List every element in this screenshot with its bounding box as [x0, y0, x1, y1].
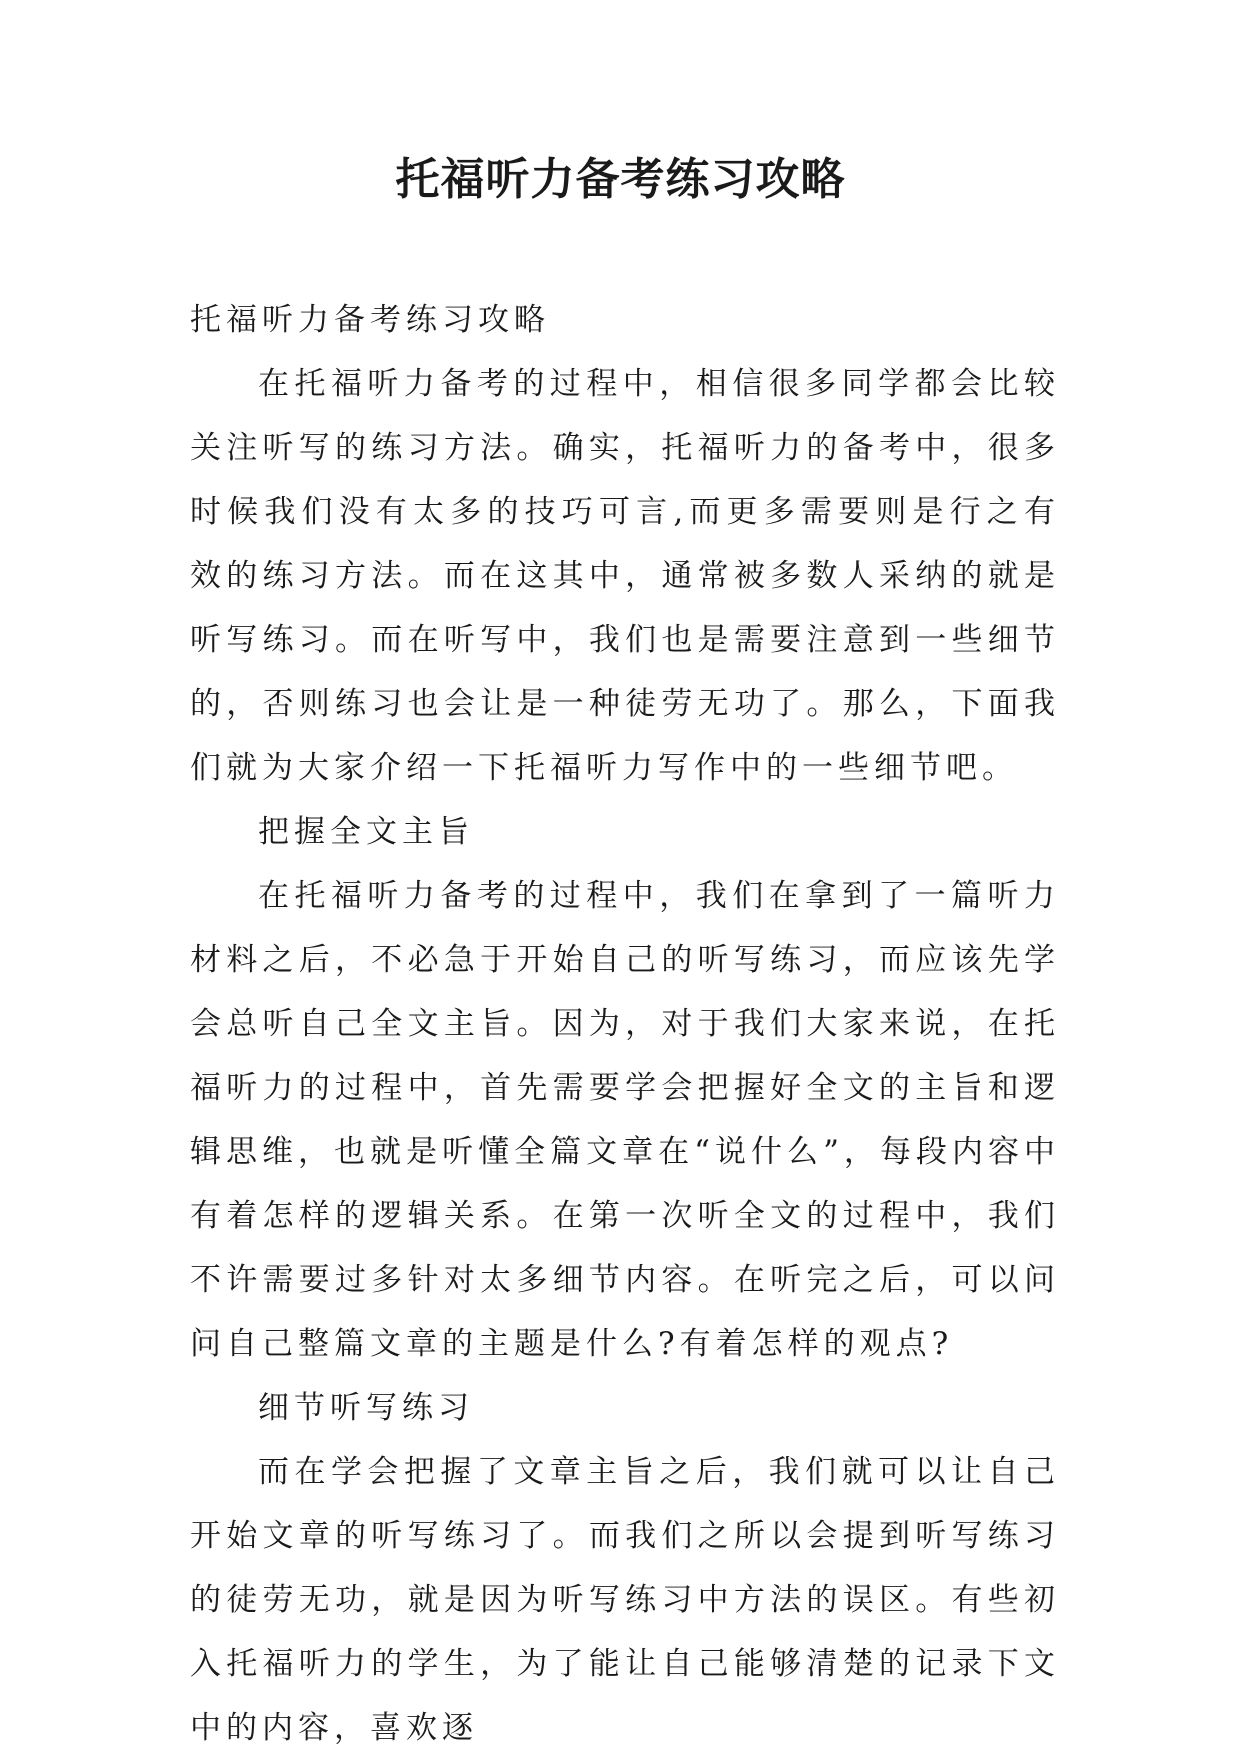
- body-paragraph: 在托福听力备考的过程中，相信很多同学都会比较关注听写的练习方法。确实，托福听力的备考中，很多时候我们没有太多的技巧可言,而更多需要则是行之有效的练习方法。而在这其中，通常被多数人采纳的就是听写练习。而在听写中，我们也是需要注意到一些细节的，否则练习也会让是一种徒劳无功了。那么，下面我们就为大家介绍一下托福听力写作中的一些细节吧。: [190, 366, 1060, 786]
- section-heading: 把握全文主旨: [258, 814, 474, 850]
- body-paragraph: 而在学会把握了文章主旨之后，我们就可以让自己开始文章的听写练习了。而我们之所以会提到听写练习的徒劳无功，就是因为听写练习中方法的误区。有些初入托福听力的学生，为了能让自己能够清楚的记录下文中的内容，喜欢逐: [190, 1454, 1060, 1746]
- document-title: 托福听力备考练习攻略: [395, 154, 846, 205]
- document-body: [190, 288, 1060, 1760]
- body-paragraph: 托福听力备考练习攻略: [190, 302, 550, 338]
- section-heading: 细节听写练习: [258, 1390, 474, 1426]
- body-paragraph: 在托福听力备考的过程中，我们在拿到了一篇听力材料之后，不必急于开始自己的听写练习，而应该先学会总听自己全文主旨。因为，对于我们大家来说，在托福听力的过程中，首先需要学会把握好全文的主旨和逻辑思维，也就是听懂全篇文章在“说什么”，每段内容中有着怎样的逻辑关系。在第一次听全文的过程中，我们不许需要过多针对太多细节内容。在听完之后，可以问问自己整篇文章的主题是什么?有着怎样的观点?: [190, 878, 1060, 1362]
